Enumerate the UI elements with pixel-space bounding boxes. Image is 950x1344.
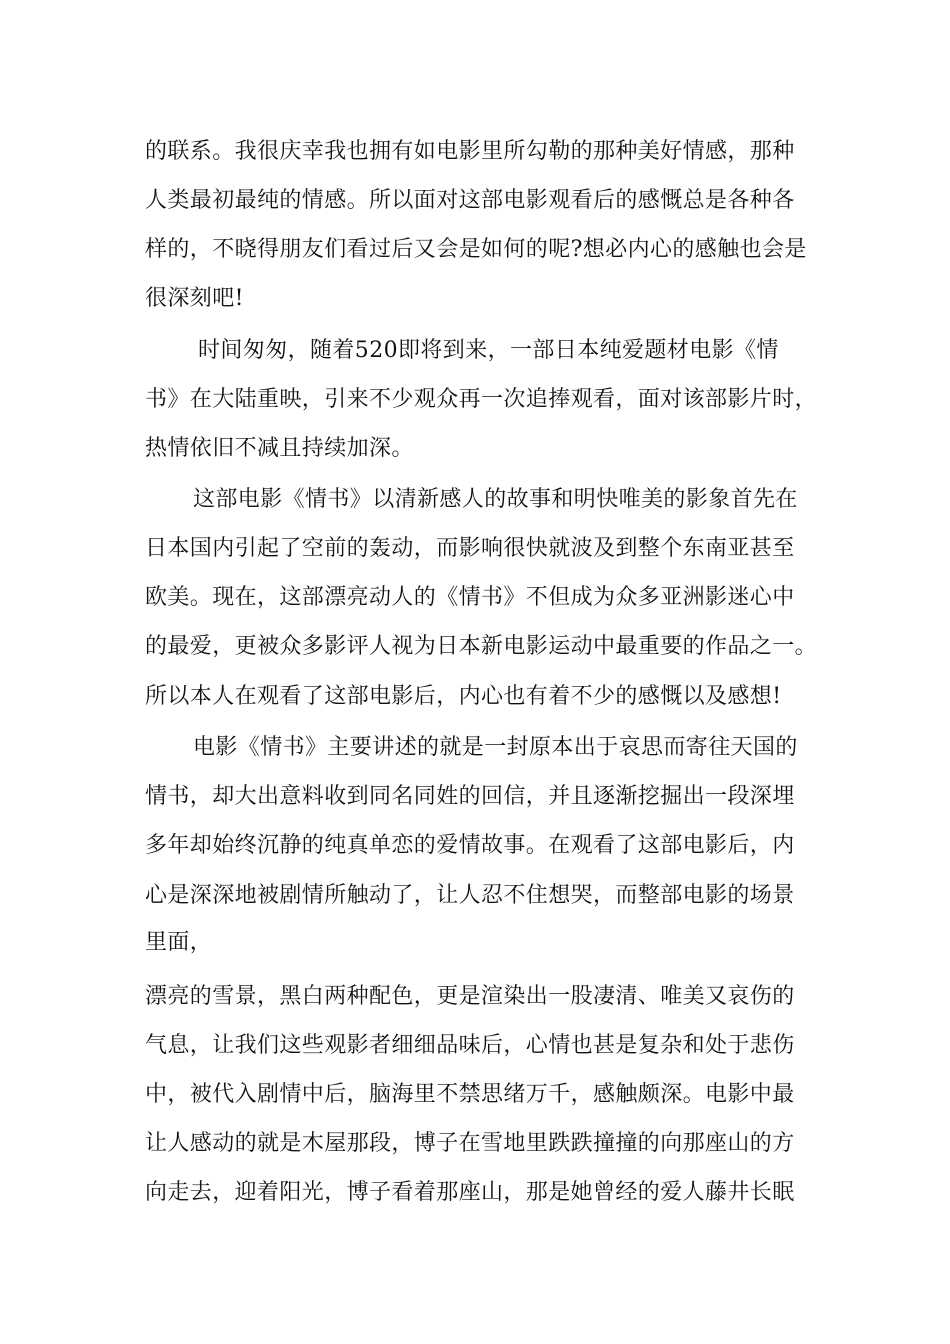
text-line: 热情依旧不减且持续加深。 — [145, 436, 414, 461]
text-line: 所以本人在观看了这部电影后，内心也有着不少的感慨以及感想! — [145, 684, 782, 709]
text-line: 欧美。现在，这部漂亮动人的《情书》不但成为众多亚洲影迷心中 — [145, 585, 795, 610]
text-line: 心是深深地被剧情所触动了，让人忍不住想哭，而整部电影的场景 — [145, 883, 795, 908]
text-line: 这部电影《情书》以清新感人的故事和明快唯美的影象首先在 — [193, 487, 798, 512]
text-line: 时间匆匆，随着520即将到来，一部日本纯爱题材电影《情 — [198, 338, 779, 363]
text-line: 电影《情书》主要讲述的就是一封原本出于哀思而寄往天国的 — [193, 735, 798, 760]
text-line: 多年却始终沉静的纯真单恋的爱情故事。在观看了这部电影后，内 — [145, 833, 795, 858]
text-line: 很深刻吧! — [145, 286, 244, 311]
text-line: 让人感动的就是木屋那段，博子在雪地里跌跌撞撞的向那座山的方 — [145, 1131, 795, 1156]
text-line: 中，被代入剧情中后，脑海里不禁思绪万千，感触颇深。电影中最 — [145, 1082, 795, 1107]
text-line: 里面， — [145, 930, 213, 955]
text-line: 人类最初最纯的情感。所以面对这部电影观看后的感慨总是各种各 — [145, 188, 795, 213]
text-line: 的最爱，更被众多影评人视为日本新电影运动中最重要的作品之一。 — [145, 634, 818, 659]
text-line: 漂亮的雪景，黑白两种配色，更是渲染出一股凄清、唯美又哀伤的 — [145, 984, 795, 1009]
text-line: 情书，却大出意料收到同名同姓的回信，并且逐渐挖掘出一段深埋 — [145, 784, 795, 809]
text-line: 向走去，迎着阳光，博子看着那座山，那是她曾经的爱人藤井长眠 — [145, 1180, 795, 1205]
text-line: 气息，让我们这些观影者细细品味后，心情也甚是复杂和处于悲伤 — [145, 1033, 795, 1058]
text-line: 日本国内引起了空前的轰动，而影响很快就波及到整个东南亚甚至 — [145, 536, 795, 561]
text-line: 的联系。我很庆幸我也拥有如电影里所勾勒的那种美好情感，那种 — [145, 139, 795, 164]
text-line: 书》在大陆重映，引来不少观众再一次追捧观看，面对该部影片时， — [145, 387, 818, 412]
text-line: 样的，不晓得朋友们看过后又会是如何的呢?想必内心的感触也会是 — [145, 237, 807, 262]
